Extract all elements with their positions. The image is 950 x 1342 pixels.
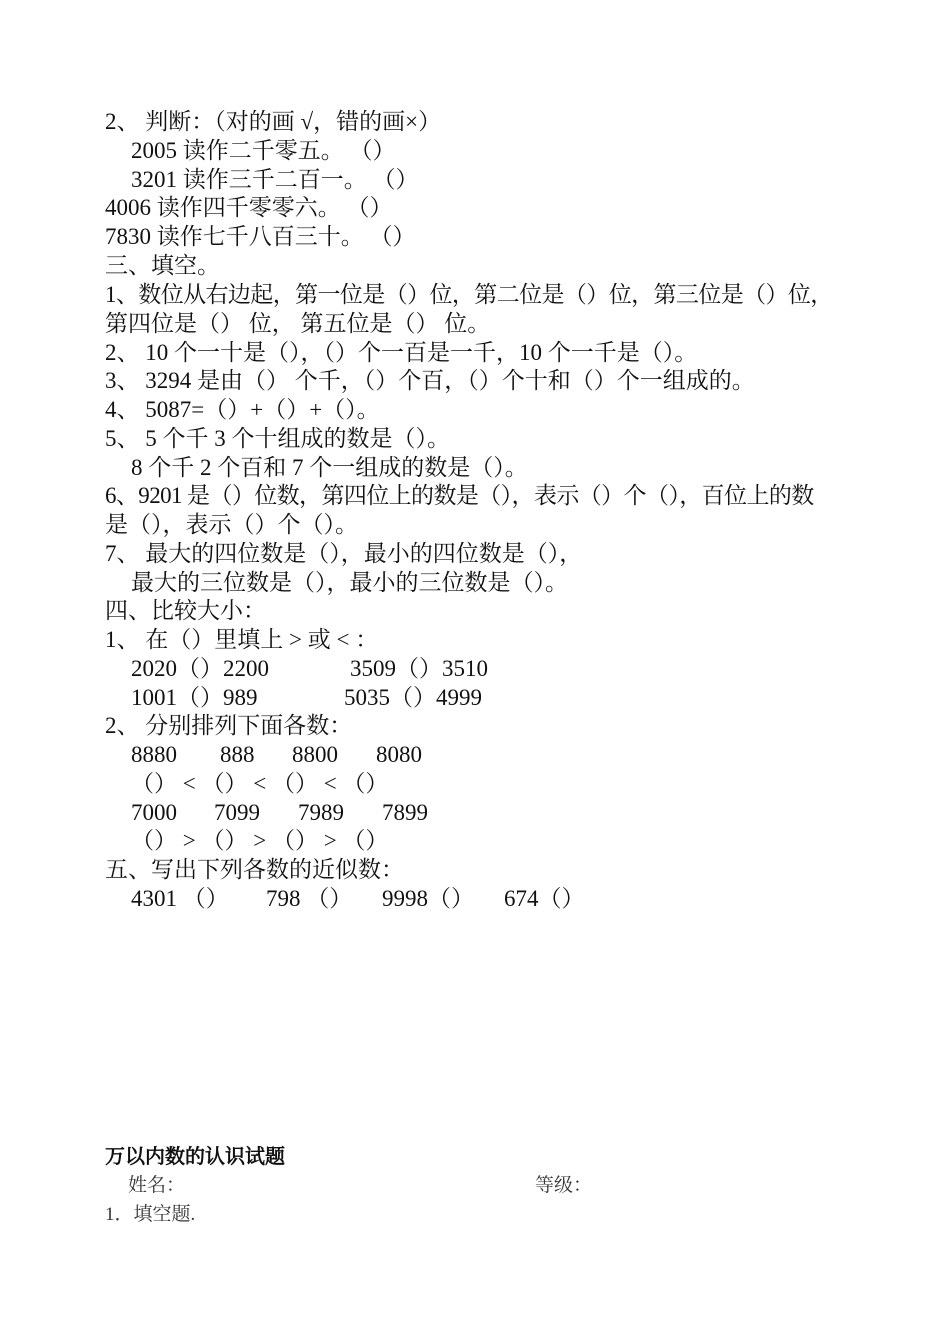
fill-q5-line1: 5、 5 个千 3 个十组成的数是（）。 [105,426,450,451]
order-number: 8800 [292,742,338,767]
order-number: 7000 [131,800,177,825]
order-number: 888 [220,742,255,767]
grade-label: 等级： [535,1175,593,1196]
judge-item-4: 7830 读作七千八百三十。 （） [105,224,416,249]
fill-q3: 3、 3294 是由（） 个千，（）个百，（）个十和（）个一组成的。 [105,368,755,393]
fill-q6-line2: 是（），表示（）个（）。 [105,512,358,537]
order-descending-blanks: （） > （） > （） > （） [131,828,389,853]
compare-q1-title: 1、 在（）里填上 > 或 < ： [105,627,379,652]
fill-q2: 2、 10 个一十是（），（）个一百是一千，10 个一千是（）。 [105,340,698,365]
order-number: 7989 [298,800,344,825]
judge-item-1: 2005 读作二千零五。 （） [131,138,396,163]
fill-q7-line2: 最大的三位数是（），最小的三位数是（）。 [131,570,568,595]
name-label: 姓名： [128,1175,186,1196]
fill-section-title: 三、填空。 [105,253,220,278]
compare-row2-a: 1001（）989 [131,685,258,710]
fill-q1-line2: 第四位是（） 位， 第五位是（） 位。 [105,311,491,336]
fill-q5-line2: 8 个千 2 个百和 7 个一组成的数是（）。 [131,455,528,480]
test-title: 万以内数的认识试题 [105,1146,285,1168]
order-number: 8880 [131,742,177,767]
compare-q2-title: 2、 分别排列下面各数： [105,713,353,738]
order-ascending-blanks: （） < （） < （） < （） [131,771,389,796]
order-number: 7899 [382,800,428,825]
fill-blank-title: 1．填空题. [105,1204,196,1225]
order-number: 7099 [214,800,260,825]
fill-q7-line1: 7、 最大的四位数是（），最小的四位数是（）， [105,541,583,566]
judge-title: 2、 判断：（对的画 √，错的画×） [105,109,442,134]
judge-item-2: 3201 读作三千二百一。 （） [131,167,419,192]
approx-section-title: 五、写出下列各数的近似数： [105,857,404,882]
compare-row2-b: 5035（）4999 [344,685,482,710]
approx-item: 9998（） [382,886,474,911]
fill-q6-line1: 6、9201 是（）位数，第四位上的数是（），表示（）个（），百位上的数 [105,483,814,508]
compare-section-title: 四、比较大小： [105,598,266,623]
compare-row1-a: 2020（）2200 [131,656,269,681]
compare-row1-b: 3509（）3510 [350,656,488,681]
order-number: 8080 [376,742,422,767]
fill-q1-line1: 1、数位从右边起，第一位是（）位，第二位是（）位，第三位是（）位， [105,282,833,307]
approx-item: 674（） [504,886,585,911]
judge-item-3: 4006 读作四千零零六。 （） [105,195,393,220]
approx-item: 4301 （） [131,886,229,911]
approx-item: 798 （） [266,886,353,911]
fill-q4: 4、 5087=（）+（）+（）。 [105,397,380,422]
